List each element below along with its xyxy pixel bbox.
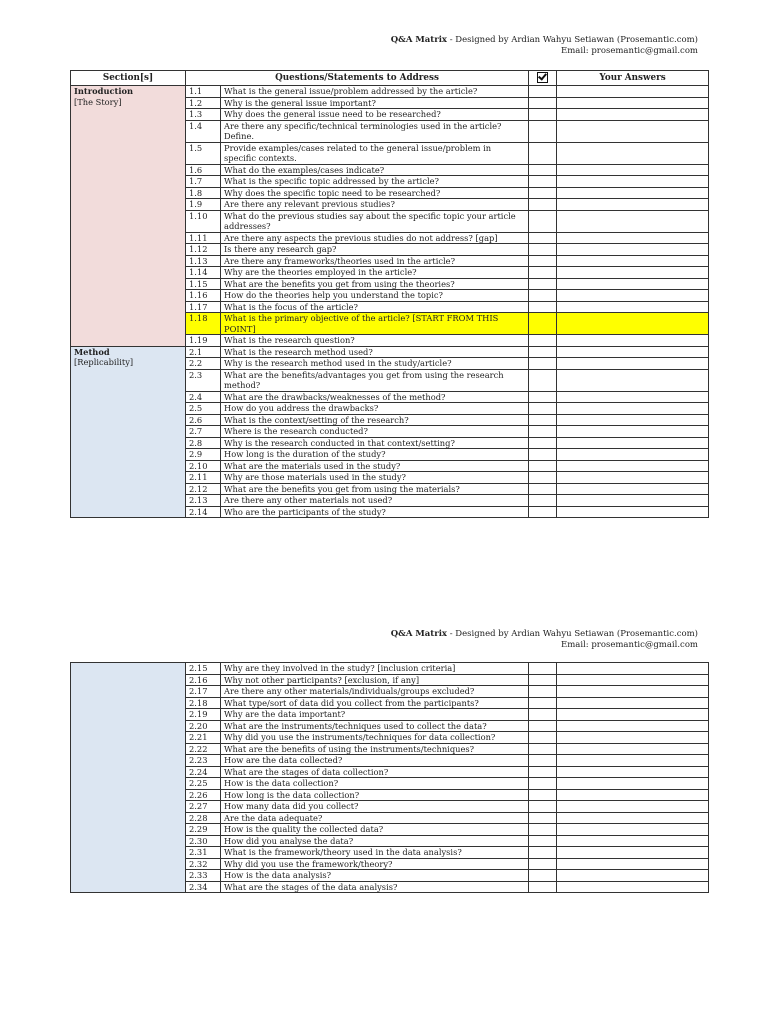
question-number: 2.19 <box>186 709 221 721</box>
answer-cell[interactable] <box>557 801 709 813</box>
question-text: How are the data collected? <box>221 755 529 767</box>
check-cell[interactable] <box>529 278 557 290</box>
check-cell[interactable] <box>529 187 557 199</box>
question-number: 1.11 <box>186 232 221 244</box>
check-cell[interactable] <box>529 449 557 461</box>
question-text: Why is the general issue important? <box>221 97 529 109</box>
answer-cell[interactable] <box>557 686 709 698</box>
answer-cell[interactable] <box>557 472 709 484</box>
designer-credit: - Designed by Ardian Wahyu Setiawan (Prosemantic.com) <box>447 35 698 45</box>
answer-cell[interactable] <box>557 255 709 267</box>
question-text: Why is the research method used in the study/article? <box>221 358 529 370</box>
answer-cell[interactable] <box>557 391 709 403</box>
answer-cell[interactable] <box>557 709 709 721</box>
question-text: How do you address the drawbacks? <box>221 403 529 415</box>
check-cell[interactable] <box>529 824 557 836</box>
question-number: 1.17 <box>186 301 221 313</box>
question-number: 2.7 <box>186 426 221 438</box>
question-number: 2.11 <box>186 472 221 484</box>
answer-cell[interactable] <box>557 120 709 142</box>
answer-cell[interactable] <box>557 663 709 675</box>
answer-cell[interactable] <box>557 812 709 824</box>
header-title-line <box>391 35 698 46</box>
question-text: What are the drawbacks/weaknesses of the method? <box>221 391 529 403</box>
answer-cell[interactable] <box>557 858 709 870</box>
answer-cell[interactable] <box>557 403 709 415</box>
question-text: How is the data collection? <box>221 778 529 790</box>
check-cell[interactable] <box>529 164 557 176</box>
question-text: Are there any aspects the previous studies do not address? [gap] <box>221 232 529 244</box>
check-cell[interactable] <box>529 812 557 824</box>
question-text: What are the benefits you get from using the theories? <box>221 278 529 290</box>
question-text: Who are the participants of the study? <box>221 506 529 518</box>
table-header-row <box>71 71 709 86</box>
answer-cell[interactable] <box>557 847 709 859</box>
table-body <box>71 663 709 893</box>
table-body <box>71 86 709 518</box>
question-text: What is the context/setting of the research? <box>221 414 529 426</box>
question-number: 2.26 <box>186 789 221 801</box>
question-text: Are there any specific/technical terminologies used in the article? Define. <box>221 120 529 142</box>
answer-cell[interactable] <box>557 743 709 755</box>
question-text: Are the data adequate? <box>221 812 529 824</box>
question-number: 2.5 <box>186 403 221 415</box>
question-text: What is the research method used? <box>221 346 529 358</box>
answer-cell[interactable] <box>557 199 709 211</box>
answer-cell[interactable] <box>557 824 709 836</box>
check-cell[interactable] <box>529 391 557 403</box>
check-cell[interactable] <box>529 766 557 778</box>
question-number: 1.1 <box>186 86 221 98</box>
answer-cell[interactable] <box>557 789 709 801</box>
question-text: What are the materials used in the study? <box>221 460 529 472</box>
question-number: 1.9 <box>186 199 221 211</box>
check-cell[interactable] <box>529 755 557 767</box>
check-cell[interactable] <box>529 674 557 686</box>
question-number: 2.3 <box>186 369 221 391</box>
question-number: 2.1 <box>186 346 221 358</box>
question-text: How is the quality the collected data? <box>221 824 529 836</box>
header-email: Email: prosemantic@gmail.com <box>561 640 698 650</box>
answer-cell[interactable] <box>557 267 709 279</box>
question-number: 2.16 <box>186 674 221 686</box>
question-number: 2.2 <box>186 358 221 370</box>
answer-cell[interactable] <box>557 483 709 495</box>
question-number: 1.13 <box>186 255 221 267</box>
check-cell[interactable] <box>529 881 557 893</box>
answer-cell[interactable] <box>557 778 709 790</box>
qa-matrix-table-page-1 <box>70 70 709 518</box>
question-number: 1.10 <box>186 210 221 232</box>
check-cell[interactable] <box>529 858 557 870</box>
question-number: 1.6 <box>186 164 221 176</box>
check-cell[interactable] <box>529 176 557 188</box>
question-text: What do the previous studies say about the specific topic your article addresses? <box>221 210 529 232</box>
question-number: 2.23 <box>186 755 221 767</box>
question-text: How did you analyse the data? <box>221 835 529 847</box>
question-text: Are there any other materials/individuals/groups excluded? <box>221 686 529 698</box>
question-number: 2.34 <box>186 881 221 893</box>
check-cell[interactable] <box>529 697 557 709</box>
answer-cell[interactable] <box>557 414 709 426</box>
question-number: 2.32 <box>186 858 221 870</box>
answer-cell[interactable] <box>557 358 709 370</box>
section-title: Introduction <box>74 86 134 96</box>
check-cell[interactable] <box>529 483 557 495</box>
question-number: 2.28 <box>186 812 221 824</box>
check-cell[interactable] <box>529 290 557 302</box>
answer-cell[interactable] <box>557 835 709 847</box>
question-text: Why did you use the instruments/techniques for data collection? <box>221 732 529 744</box>
question-text: Why does the general issue need to be researched? <box>221 109 529 121</box>
question-text: Why are the theories employed in the article? <box>221 267 529 279</box>
question-text: What are the benefits of using the instruments/techniques? <box>221 743 529 755</box>
question-number: 2.17 <box>186 686 221 698</box>
answer-cell[interactable] <box>557 86 709 98</box>
check-cell[interactable] <box>529 232 557 244</box>
answer-cell[interactable] <box>557 720 709 732</box>
answer-cell[interactable] <box>557 232 709 244</box>
check-cell[interactable] <box>529 267 557 279</box>
check-cell[interactable] <box>529 789 557 801</box>
check-cell[interactable] <box>529 120 557 142</box>
check-cell[interactable] <box>529 460 557 472</box>
question-text: Why are the data important? <box>221 709 529 721</box>
question-number: 2.27 <box>186 801 221 813</box>
question-text: What is the framework/theory used in the data analysis? <box>221 847 529 859</box>
question-text: Provide examples/cases related to the general issue/problem in specific contexts. <box>221 142 529 164</box>
question-number: 2.29 <box>186 824 221 836</box>
section-cell-method <box>71 346 186 518</box>
question-text: What are the stages of the data analysis? <box>221 881 529 893</box>
check-cell[interactable] <box>529 142 557 164</box>
answer-cell[interactable] <box>557 313 709 335</box>
check-cell[interactable] <box>529 686 557 698</box>
check-cell[interactable] <box>529 358 557 370</box>
answer-cell[interactable] <box>557 176 709 188</box>
question-text: How many data did you collect? <box>221 801 529 813</box>
question-text: What is the specific topic addressed by the article? <box>221 176 529 188</box>
question-number: 2.20 <box>186 720 221 732</box>
question-number: 1.4 <box>186 120 221 142</box>
check-cell[interactable] <box>529 313 557 335</box>
check-cell[interactable] <box>529 847 557 859</box>
question-number: 1.7 <box>186 176 221 188</box>
question-text: Why does the specific topic need to be researched? <box>221 187 529 199</box>
answers-column-header: Your Answers <box>557 71 709 86</box>
check-cell[interactable] <box>529 870 557 882</box>
check-cell[interactable] <box>529 732 557 744</box>
check-cell[interactable] <box>529 414 557 426</box>
question-number: 2.30 <box>186 835 221 847</box>
question-number: 1.14 <box>186 267 221 279</box>
question-number: 1.18 <box>186 313 221 335</box>
answer-cell[interactable] <box>557 210 709 232</box>
question-text: What is the primary objective of the article? [START FROM THIS POINT] <box>221 313 529 335</box>
brand-name: Q&A Matrix <box>390 35 447 45</box>
question-text: How long is the data collection? <box>221 789 529 801</box>
section-subtitle: [Replicability] <box>74 357 134 367</box>
question-text: Why is the research conducted in that context/setting? <box>221 437 529 449</box>
check-cell[interactable] <box>529 437 557 449</box>
question-number: 2.13 <box>186 495 221 507</box>
question-text: Are there any relevant previous studies? <box>221 199 529 211</box>
question-number: 2.8 <box>186 437 221 449</box>
answer-cell[interactable] <box>557 697 709 709</box>
answer-cell[interactable] <box>557 301 709 313</box>
table-row <box>71 663 709 675</box>
question-number: 1.15 <box>186 278 221 290</box>
answer-cell[interactable] <box>557 732 709 744</box>
check-cell[interactable] <box>529 109 557 121</box>
question-text: Why not other participants? [exclusion, if any] <box>221 674 529 686</box>
answer-cell[interactable] <box>557 755 709 767</box>
question-number: 2.31 <box>186 847 221 859</box>
answer-cell[interactable] <box>557 437 709 449</box>
brand-name: Q&A Matrix <box>390 629 447 639</box>
question-number: 2.10 <box>186 460 221 472</box>
question-text: What are the benefits/advantages you get from using the research method? <box>221 369 529 391</box>
question-text: What is the general issue/problem addressed by the article? <box>221 86 529 98</box>
section-cell-introduction <box>71 86 186 347</box>
question-number: 2.12 <box>186 483 221 495</box>
check-cell[interactable] <box>529 244 557 256</box>
checked-box-icon <box>537 72 548 83</box>
answer-cell[interactable] <box>557 495 709 507</box>
section-subtitle: [The Story] <box>74 96 122 107</box>
check-cell[interactable] <box>529 210 557 232</box>
answer-cell[interactable] <box>557 335 709 347</box>
question-number: 2.25 <box>186 778 221 790</box>
question-number: 1.2 <box>186 97 221 109</box>
check-cell[interactable] <box>529 709 557 721</box>
question-text: Are there any other materials not used? <box>221 495 529 507</box>
designer-credit: - Designed by Ardian Wahyu Setiawan (Prosemantic.com) <box>447 629 698 639</box>
question-number: 2.21 <box>186 732 221 744</box>
question-number: 1.8 <box>186 187 221 199</box>
answer-cell[interactable] <box>557 766 709 778</box>
question-text: Where is the research conducted? <box>221 426 529 438</box>
question-number: 2.24 <box>186 766 221 778</box>
question-text: What are the instruments/techniques used to collect the data? <box>221 720 529 732</box>
question-text: What are the stages of data collection? <box>221 766 529 778</box>
check-cell[interactable] <box>529 97 557 109</box>
answer-cell[interactable] <box>557 346 709 358</box>
header-title-line <box>391 629 698 640</box>
answer-cell[interactable] <box>557 290 709 302</box>
check-cell[interactable] <box>529 506 557 518</box>
qa-matrix-table-page-2 <box>70 662 709 893</box>
answer-cell[interactable] <box>557 881 709 893</box>
question-number: 1.12 <box>186 244 221 256</box>
question-text: Are there any frameworks/theories used in the article? <box>221 255 529 267</box>
question-number: 2.9 <box>186 449 221 461</box>
answer-cell[interactable] <box>557 449 709 461</box>
check-cell[interactable] <box>529 346 557 358</box>
answer-cell[interactable] <box>557 109 709 121</box>
check-cell[interactable] <box>529 720 557 732</box>
check-cell[interactable] <box>529 801 557 813</box>
check-cell[interactable] <box>529 426 557 438</box>
table-row <box>71 346 709 358</box>
question-number: 2.18 <box>186 697 221 709</box>
answer-cell[interactable] <box>557 164 709 176</box>
section-title: Method <box>74 346 110 357</box>
check-column-header <box>529 71 557 86</box>
document-header <box>391 35 698 57</box>
check-cell[interactable] <box>529 835 557 847</box>
question-text: What do the examples/cases indicate? <box>221 164 529 176</box>
question-number: 1.5 <box>186 142 221 164</box>
check-cell[interactable] <box>529 199 557 211</box>
check-cell[interactable] <box>529 663 557 675</box>
check-cell[interactable] <box>529 403 557 415</box>
question-text: How long is the duration of the study? <box>221 449 529 461</box>
question-number: 2.14 <box>186 506 221 518</box>
answer-cell[interactable] <box>557 674 709 686</box>
check-cell[interactable] <box>529 86 557 98</box>
question-number: 2.15 <box>186 663 221 675</box>
question-text: What are the benefits you get from using the materials? <box>221 483 529 495</box>
question-text: Why did you use the framework/theory? <box>221 858 529 870</box>
section-cell-method-continued <box>71 663 186 893</box>
answer-cell[interactable] <box>557 142 709 164</box>
check-cell[interactable] <box>529 495 557 507</box>
check-cell[interactable] <box>529 472 557 484</box>
check-cell[interactable] <box>529 743 557 755</box>
question-text: What is the focus of the article? <box>221 301 529 313</box>
question-number: 1.16 <box>186 290 221 302</box>
answer-cell[interactable] <box>557 460 709 472</box>
question-text: Is there any research gap? <box>221 244 529 256</box>
question-text: Why are those materials used in the study? <box>221 472 529 484</box>
check-cell[interactable] <box>529 369 557 391</box>
answer-cell[interactable] <box>557 870 709 882</box>
section-column-header: Section[s] <box>71 71 186 86</box>
answer-cell[interactable] <box>557 187 709 199</box>
question-number: 2.33 <box>186 870 221 882</box>
answer-cell[interactable] <box>557 244 709 256</box>
document-header-page-2 <box>391 629 698 651</box>
question-text: What type/sort of data did you collect from the participants? <box>221 697 529 709</box>
answer-cell[interactable] <box>557 506 709 518</box>
check-cell[interactable] <box>529 301 557 313</box>
question-text: Why are they involved in the study? [inclusion criteria] <box>221 663 529 675</box>
question-text: How is the data analysis? <box>221 870 529 882</box>
answer-cell[interactable] <box>557 278 709 290</box>
header-email: Email: prosemantic@gmail.com <box>561 46 698 56</box>
questions-column-header: Questions/Statements to Address <box>186 71 529 86</box>
check-cell[interactable] <box>529 778 557 790</box>
question-text: How do the theories help you understand the topic? <box>221 290 529 302</box>
question-number: 2.6 <box>186 414 221 426</box>
question-text: What is the research question? <box>221 335 529 347</box>
check-cell[interactable] <box>529 255 557 267</box>
question-number: 1.3 <box>186 109 221 121</box>
answer-cell[interactable] <box>557 426 709 438</box>
question-number: 1.19 <box>186 335 221 347</box>
table-row <box>71 86 709 98</box>
check-cell[interactable] <box>529 335 557 347</box>
question-number: 2.4 <box>186 391 221 403</box>
question-number: 2.22 <box>186 743 221 755</box>
answer-cell[interactable] <box>557 97 709 109</box>
answer-cell[interactable] <box>557 369 709 391</box>
